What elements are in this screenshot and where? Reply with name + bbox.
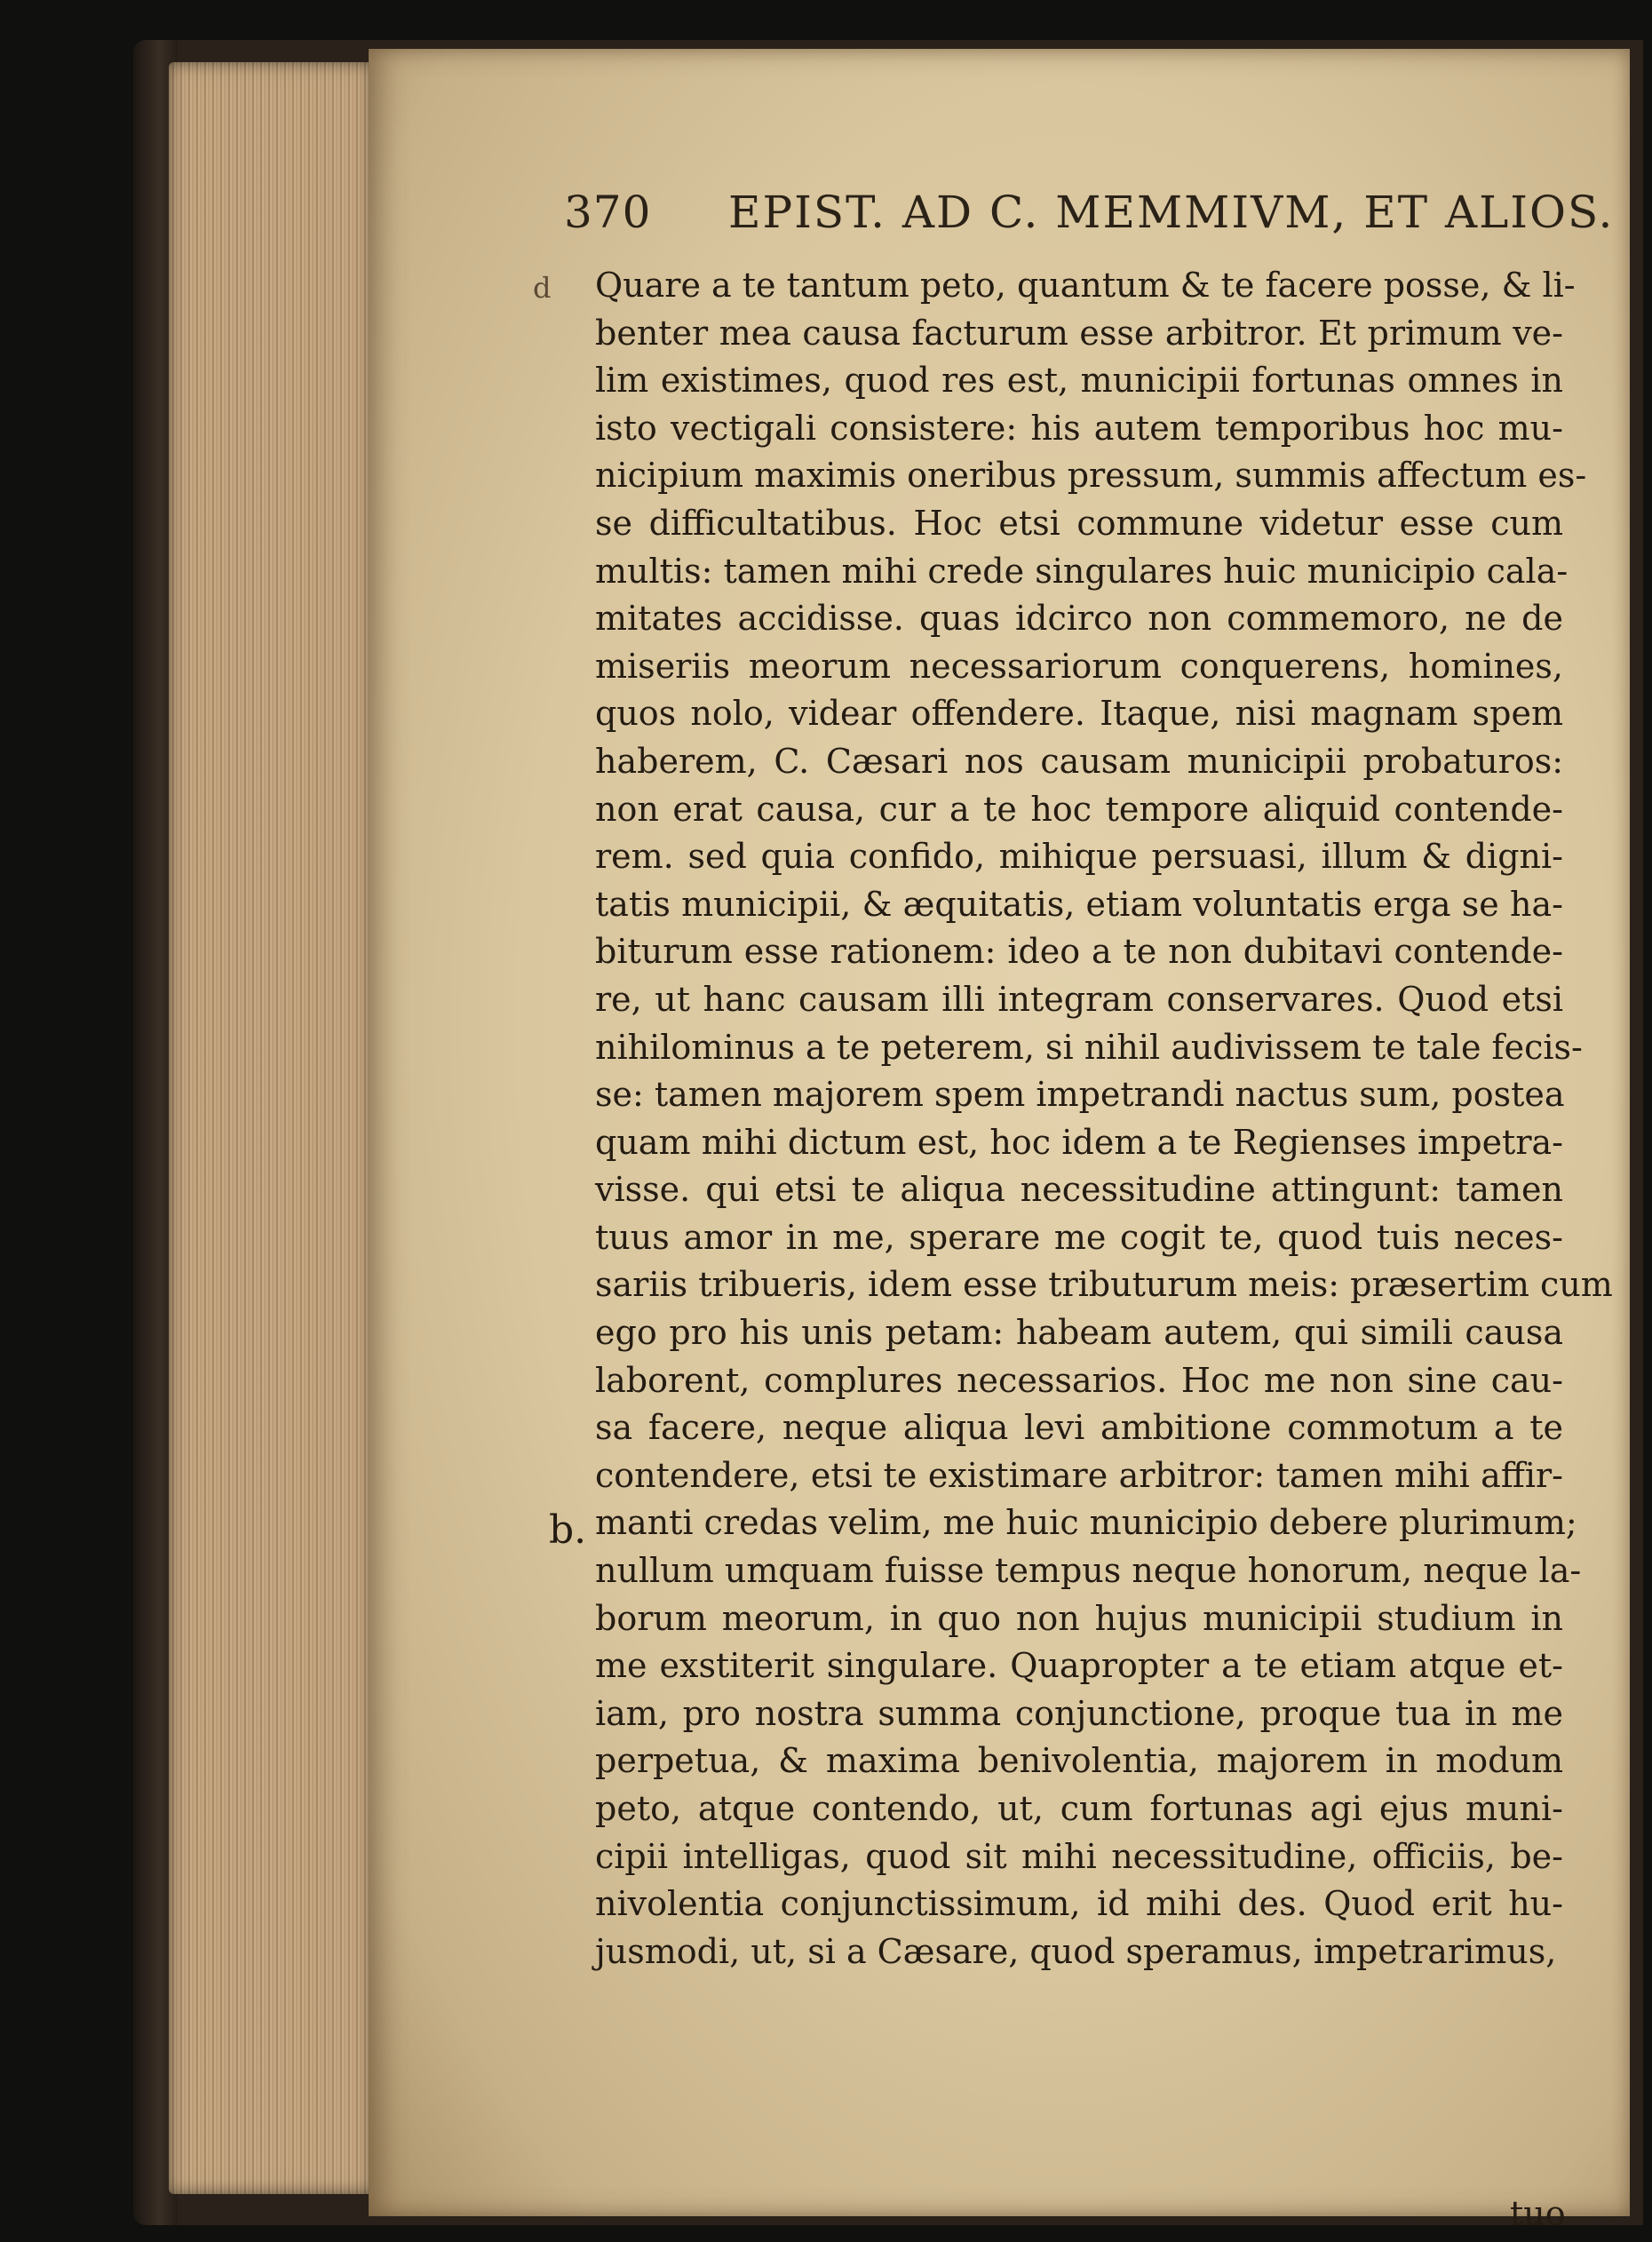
text-line: miseriis meorum necessariorum conquerens, homines, (595, 646, 1563, 686)
text-line: isto vectigali consistere: his autem temporibus hoc mu- (595, 408, 1563, 448)
text-line: se: tamen majorem spem impetrandi nactus sum, postea (595, 1075, 1565, 1115)
text-line: nivolentia conjunctissimum, id mihi des. Quod erit hu- (595, 1884, 1563, 1924)
text-line: quos nolo, videar offendere. Itaque, nisi magnam spem (595, 694, 1563, 734)
catchword: tuo (1510, 2194, 1566, 2233)
page-edges (169, 62, 373, 2194)
text-line: re, ut hanc causam illi integram conservares. Quod etsi (595, 979, 1563, 1019)
text-line: sariis tribueris, idem esse tributurum meis: præsertim cum (595, 1265, 1613, 1305)
text-line: perpetua, & maxima benivolentia, majorem in modum (595, 1741, 1563, 1781)
text-line: multis: tamen mihi crede singulares huic municipio cala- (595, 551, 1569, 591)
text-line: iam, pro nostra summa conjunctione, proque tua in me (595, 1693, 1563, 1733)
text-line: sa facere, neque aliqua levi ambitione commotum a te (595, 1408, 1563, 1448)
text-line: biturum esse rationem: ideo a te non dubitavi contende- (595, 932, 1563, 972)
text-line: haberem, C. Cæsari nos causam municipii probaturos: (595, 741, 1563, 781)
text-line: contendere, etsi te existimare arbitror: tamen mihi affir- (595, 1455, 1563, 1495)
text-line: visse. qui etsi te aliqua necessitudine attingunt: tamen (595, 1170, 1563, 1210)
text-line: nicipium maximis oneribus pressum, summis affectum es- (595, 456, 1587, 496)
text-line: laborent, complures necessarios. Hoc me non sine cau- (595, 1360, 1563, 1400)
text-line: Quare a te tantum peto, quantum & te facere posse, & li- (595, 266, 1576, 305)
text-line: tatis municipii, & æquitatis, etiam voluntatis erga se ha- (595, 884, 1563, 924)
running-head: EPIST. AD C. MEMMIVM, ET ALIOS. (728, 187, 1615, 238)
body-text (595, 262, 1613, 1976)
text-line: tuus amor in me, sperare me cogit te, quod tuis neces- (595, 1217, 1563, 1257)
page-number: 370 (564, 187, 652, 238)
text-line: ego pro his unis petam: habeam autem, qui simili causa (595, 1313, 1563, 1353)
text-line: nihilominus a te peterem, si nihil audivissem te tale fecis- (595, 1027, 1583, 1067)
text-line: manti credas velim, me huic municipio debere plurimum; (595, 1503, 1577, 1543)
text-line: rem. sed quia confido, mihique persuasi, illum & digni- (595, 837, 1563, 877)
page-header (564, 187, 1615, 249)
text-line: benter mea causa facturum esse arbitror. Et primum ve- (595, 313, 1563, 353)
text-line: me exstiterit singulare. Quapropter a te etiam atque et- (595, 1646, 1563, 1686)
text-line: mitates accidisse. quas idcirco non commemoro, ne de (595, 599, 1563, 639)
text-line: se difficultatibus. Hoc etsi commune videtur esse cum (595, 503, 1563, 543)
text-line: cipii intelligas, quod sit mihi necessitudine, officiis, be- (595, 1836, 1563, 1876)
text-line: peto, atque contendo, ut, cum fortunas agi ejus muni- (595, 1789, 1563, 1828)
margin-letter-b: b. (549, 1507, 587, 1553)
text-line: lim existimes, quod res est, municipii fortunas omnes in (595, 361, 1563, 401)
text-line: non erat causa, cur a te hoc tempore aliquid contende- (595, 789, 1563, 829)
text-line: nullum umquam fuisse tempus neque honorum, neque la- (595, 1551, 1582, 1591)
text-line: borum meorum, in quo non hujus municipii studium in (595, 1598, 1563, 1638)
text-line: quam mihi dictum est, hoc idem a te Regienses impetra- (595, 1122, 1563, 1162)
margin-letter-d: d (533, 271, 552, 305)
text-line: jusmodi, ut, si a Cæsare, quod speramus, impetrarimus, (595, 1931, 1557, 1971)
